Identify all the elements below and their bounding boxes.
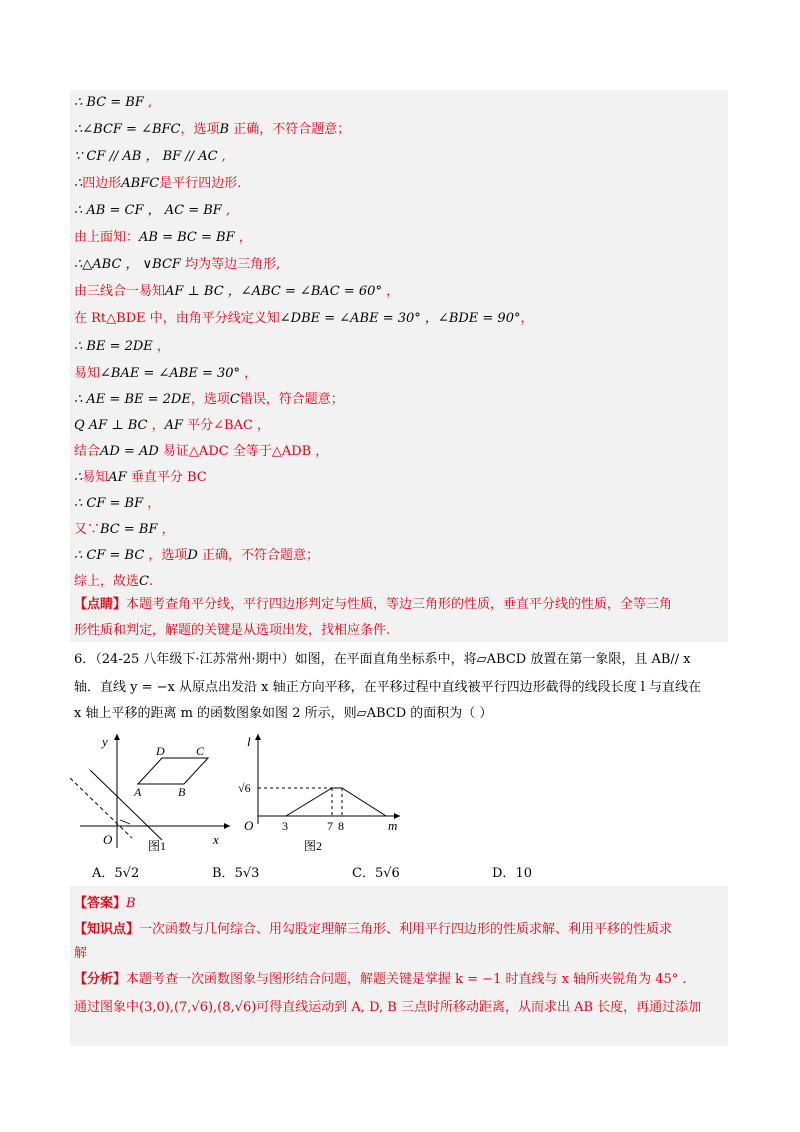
fig1-label-a: A bbox=[134, 785, 142, 799]
solution-text-b: ，选项 bbox=[180, 122, 220, 137]
solution-text-b: 均为等边三角形, bbox=[180, 257, 281, 272]
solution-text-c: C bbox=[229, 392, 240, 407]
question-line-3: x 轴上平移的距离 m 的函数图象如图 2 所示，则▱ABCD 的面积为（ ） bbox=[74, 706, 493, 721]
fig2-tick-7: 7 bbox=[327, 819, 333, 833]
choice-b[interactable] bbox=[212, 862, 259, 881]
solution-text-a: ∴△ABC ， ∨BCF bbox=[74, 257, 181, 272]
solution-text-d: 是平行四边形. bbox=[159, 176, 242, 191]
choice-c-letter: C． bbox=[352, 866, 375, 881]
solution-text-d: ， bbox=[520, 311, 534, 326]
solution-text-b: ，选项 bbox=[190, 392, 230, 407]
solution-text-d: 错误，符合题意； bbox=[239, 392, 344, 407]
fig2-graph bbox=[286, 788, 386, 816]
solution-text-b: ， bbox=[143, 496, 161, 511]
solution-text-d: ， bbox=[240, 366, 258, 381]
solution-text-c: AD = AD bbox=[100, 444, 159, 459]
solution-text-b: 由三线合一易知 bbox=[74, 284, 166, 299]
solution-line bbox=[74, 416, 270, 436]
fig1-y-arrow bbox=[114, 734, 120, 740]
solution-line bbox=[74, 390, 344, 410]
solution-text-a: ∴ bbox=[74, 176, 83, 191]
solution-line bbox=[74, 364, 257, 384]
comment-line-1 bbox=[74, 595, 672, 615]
solution-line bbox=[74, 147, 226, 167]
solution-text-d: 正确，不符合题意； bbox=[229, 122, 351, 137]
analysis-line-2: 通过图象中(3,0),(7,√6),(8,√6)可得直线运动到 A, D, B 三点时所移动距离，从而求出 AB 长度，再通过添加 bbox=[74, 1000, 702, 1015]
solution-text-b: , bbox=[143, 95, 153, 110]
fig1-dashed-line bbox=[70, 778, 132, 838]
fig2-y-arrow bbox=[255, 734, 261, 740]
solution-text-b: 综上，故选 bbox=[74, 574, 140, 589]
solution-text-b: ， bbox=[147, 418, 165, 433]
solution-text-c: BC = BF bbox=[100, 522, 158, 537]
solution-text-b: 又∵ bbox=[74, 522, 101, 537]
fig1-x-label: x bbox=[213, 832, 219, 847]
answer-tag: 【答案】 bbox=[74, 896, 127, 911]
solution-line bbox=[74, 546, 319, 566]
answer-block bbox=[70, 886, 728, 1046]
solution-text-d: 平分∠BAC ， bbox=[183, 418, 271, 433]
solution-text-b: 四边形 bbox=[82, 176, 122, 191]
fig1-label-c: C bbox=[196, 744, 205, 758]
choice-a[interactable] bbox=[92, 862, 139, 881]
solution-line bbox=[74, 255, 280, 275]
fig1-parallelogram bbox=[138, 758, 208, 784]
solution-text-c: AB = BC = BF bbox=[139, 230, 235, 245]
solution-line bbox=[74, 572, 153, 592]
solution-text-d: 正确，不符合题意； bbox=[197, 548, 319, 563]
solution-text-b: 由上面知： bbox=[74, 230, 140, 245]
choice-d[interactable] bbox=[492, 862, 532, 881]
fig1-solid-line bbox=[90, 770, 162, 840]
solution-text-a: ∴ AE = BE = 2DE bbox=[74, 392, 191, 407]
knowledge-line-2: 解 bbox=[74, 946, 88, 961]
solution-text-a: ∵ CF // AB ， BF // AC bbox=[74, 149, 218, 164]
solution-text-b: 易知 bbox=[74, 366, 101, 381]
solution-text-d: ， bbox=[234, 230, 252, 245]
fig1-y-label: y bbox=[102, 734, 108, 749]
fig2-l-label: l bbox=[247, 734, 251, 749]
choice-a-letter: A． bbox=[92, 866, 115, 881]
solution-text-b: ，选项 bbox=[144, 548, 188, 563]
solution-text-c: ∠DBE = ∠ABE = 30° ，∠BDE = 90° bbox=[279, 311, 521, 326]
answer-value: B bbox=[126, 896, 136, 911]
solution-line bbox=[74, 337, 170, 357]
solution-line bbox=[74, 442, 328, 462]
fig2-sqrt6-label: √6 bbox=[238, 781, 251, 795]
knowledge-line-1 bbox=[74, 920, 672, 940]
figure-1 bbox=[70, 728, 240, 856]
comment-line-2: 形性质和判定，解题的关键是从选项出发，找相应条件. bbox=[74, 623, 391, 638]
solution-text-a: ∴ CF = BF bbox=[74, 496, 144, 511]
solution-text-c: ABFC bbox=[121, 176, 160, 191]
solution-text-d: ， bbox=[157, 522, 175, 537]
choice-a-value: 5√2 bbox=[114, 866, 140, 881]
solution-text-b: 在 Rt△BDE 中，由角平分线定义知 bbox=[74, 311, 280, 326]
choice-c[interactable] bbox=[352, 862, 400, 881]
solution-text-a: ∴∠BCF = ∠BFC bbox=[74, 122, 181, 137]
solution-text-c: D bbox=[187, 548, 198, 563]
solution-text-b: , bbox=[221, 203, 231, 218]
solution-line bbox=[74, 520, 175, 540]
solution-text-b: 结合 bbox=[74, 444, 101, 459]
solution-text-a: Q AF ⊥ BC bbox=[74, 418, 148, 433]
solution-text-a: ∴ BE = 2DE bbox=[74, 339, 153, 354]
choice-b-value: 5√3 bbox=[234, 866, 260, 881]
analysis-line-1 bbox=[74, 970, 687, 990]
analysis-text-1: 本题考查一次函数图象与图形结合问题，解题关键是掌握 k = −1 时直线与 x 轴所夹锐角为 45° . bbox=[126, 972, 687, 987]
solution-text-a: ∴ AB = CF ， AC = BF bbox=[74, 203, 222, 218]
solution-line bbox=[74, 282, 399, 302]
fig2-origin-label: O bbox=[244, 818, 254, 833]
knowledge-text-1: 一次函数与几何综合、用勾股定理解三角形、利用平行四边形的性质求解、利用平移的性质求 bbox=[139, 922, 673, 937]
choice-b-letter: B． bbox=[212, 866, 235, 881]
solution-line bbox=[74, 309, 534, 329]
fig2-tick-8: 8 bbox=[338, 819, 344, 833]
solution-line bbox=[74, 93, 152, 113]
fig2-caption: 图2 bbox=[304, 839, 323, 853]
solution-text-a: ∴ BC = BF bbox=[74, 95, 144, 110]
fig1-label-b: B bbox=[178, 785, 186, 799]
knowledge-tag: 【知识点】 bbox=[74, 922, 140, 937]
solution-text-b: 易知 bbox=[82, 470, 109, 485]
answer-line bbox=[74, 894, 136, 914]
solution-line bbox=[74, 120, 350, 140]
choice-c-value: 5√6 bbox=[374, 866, 400, 881]
solution-text-c: C bbox=[139, 574, 149, 589]
solution-line bbox=[74, 468, 207, 488]
fig2-tick-3: 3 bbox=[282, 819, 288, 833]
solution-text-b: , bbox=[217, 149, 226, 164]
solution-text-d: . bbox=[148, 574, 154, 589]
solution-text-c: AF bbox=[108, 470, 127, 485]
figure-2 bbox=[228, 728, 408, 856]
solution-text-d: 垂直平分 BC bbox=[126, 470, 207, 485]
solution-line bbox=[74, 494, 160, 514]
solution-text-a: ∴ bbox=[74, 470, 83, 485]
comment-text-1: 本题考查角平分线，平行四边形判定与性质，等边三角形的性质，垂直平分线的性质，全等三角 bbox=[126, 597, 673, 612]
solution-text-c: B bbox=[219, 122, 230, 137]
solution-text-c: AF ⊥ BC ，∠ABC = ∠BAC = 60° bbox=[165, 284, 382, 299]
solution-line bbox=[74, 201, 230, 221]
analysis-tag: 【分析】 bbox=[74, 972, 127, 987]
comment-tag: 【点睛】 bbox=[74, 597, 127, 612]
solution-text-c: ∠BAE = ∠ABE = 30° bbox=[100, 366, 241, 381]
solution-text-b: ， bbox=[152, 339, 170, 354]
solution-text-d: ， bbox=[381, 284, 400, 299]
solution-text-c: AF bbox=[164, 418, 183, 433]
question-line-1: 6．（24-25 八年级下·江苏常州·期中）如图，在平面直角坐标系中，将▱ABCD 放置在第一象限，且 AB// x bbox=[74, 652, 691, 667]
choice-d-value: 10 bbox=[515, 866, 532, 881]
solution-line bbox=[74, 228, 252, 248]
fig1-label-d: D bbox=[156, 744, 165, 758]
solution-line bbox=[74, 174, 241, 194]
fig1-caption: 图1 bbox=[148, 839, 167, 853]
fig1-arrow-mark bbox=[120, 820, 130, 824]
choice-d-letter: D． bbox=[492, 866, 516, 881]
solution-text-d: 易证△ADC 全等于△ADB ， bbox=[158, 444, 329, 459]
question-line-2: 轴．直线 y = −x 从原点出发沿 x 轴正方向平移，在平移过程中直线被平行四边形截得的线段长度 l 与直线在 bbox=[74, 680, 702, 695]
fig2-m-label: m bbox=[388, 818, 398, 833]
solution-text-a: ∴ CF = BC bbox=[74, 548, 145, 563]
fig1-origin-label: O bbox=[103, 832, 113, 847]
